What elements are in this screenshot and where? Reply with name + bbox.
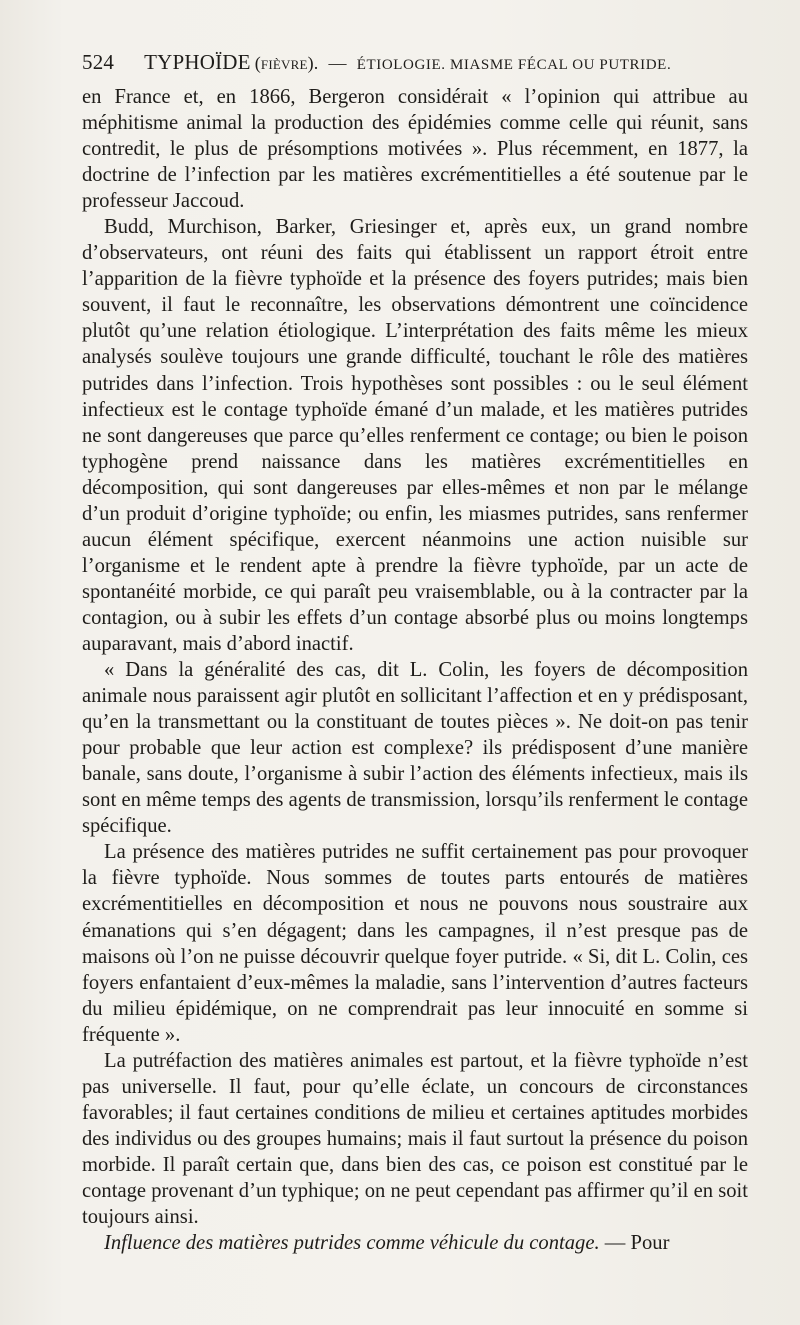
running-header [82,50,748,84]
page-number: 524 [82,50,115,74]
header-dash: — [328,53,347,73]
paragraph-5: La putréfaction des matières animales est partout, et la fièvre typhoïde n’est pas universelle. Il faut, pour qu’elle éclate, un concours de circonstances favorables; il faut certaines conditions de milieu et certaines aptitudes morbides des individus ou des groupes humains; mais il faut surtout la présence du poison morbide. Il paraît certain que, dans bien des cas, ce poison est constitué par le contage provenant d’un typhique; on ne peut cependant pas affirmer qu’il en soit toujours ainsi. [82,1049,748,1229]
paragraph-4: La présence des matières putrides ne suffit certainement pas pour provoquer la fièvre typhoïde. Nous sommes de toutes parts entourés de matières excrémentitielles en décomposition et nous ne pouvons nous soustraire aux émanations qui s’en dégagent; dans les campagnes, il n’est presque pas de maisons où l’on ne puisse découvrir quelque foyer putride. « Si, dit L. Colin, ces foyers enfantaient d’eux-mêmes la maladie, sans l’intervention d’autres facteurs du milieu épidémique, on ne comprendrait pas leur innocuité en somme si fréquente ». [82,841,748,1046]
paragraph-3: « Dans la généralité des cas, dit L. Colin, les foyers de décomposition animale nous paraissent agir plutôt en sollicitant l’affection et en y prédisposant, qu’en la transmettant ou la constituant de toutes pièces ». Ne doit-on pas tenir pour probable que leur action est complexe? ils prédisposent d’une manière banale, sans doute, l’organisme à subir l’action des éléments infectieux, mais ils sont en même temps des agents de transmission, lorsqu’ils renferment le contage spécifique. [82,659,748,838]
running-title: TYPHOÏDE [144,50,251,74]
paragraph-1: en France et, en 1866, Bergeron considérait « l’opinion qui attribue au méphitisme animal la production des épidémies comme celle qui réunit, sans contredit, le plus de présomptions motivées ». Plus récemment, en 1877, la doctrine de l’infection par les matières excrémentitielles a été soutenue par le professeur Jaccoud. [82,86,748,213]
paragraph-2: Budd, Murchison, Barker, Griesinger et, après eux, un grand nombre d’observateurs, ont réuni des faits qui établissent un rapport étroit entre l’apparition de la fièvre typhoïde et la présence des foyers putrides; mais bien souvent, il faut le reconnaître, les observations démontrent une coïncidence plutôt qu’une relation étiologique. L’interprétation des faits même les mieux analysés soulève toujours une grande difficulté, touchant le rôle des matières putrides dans l’infection. Trois hypothèses sont possibles : ou le seul élément infectieux est le contage typhoïde émané d’un malade, et les matières putrides ne sont dangereuses que parce qu’elles renferment ce contage; ou bien le poison typhogène prend naissance dans les matières excrémentitielles en décomposition, qui sont dangereuses par elles-mêmes et non par le mélange d’un produit d’origine typhoïde; ou enfin, les miasmes putrides, sans renfermer aucun élément spécifique, exercent néanmoins une action nuisible sur l’organisme et le rendent apte à prendre la fièvre typhoïde, par un acte de spontanéité morbide, ce qui paraît peu vraisemblable, ou à la contracter par la contagion, ou à subir les effets d’un contage absorbé plus ou moins longtemps auparavant, mais d’abord inactif. [82,216,748,655]
paragraph-6 [82,1230,748,1256]
paragraph-6-text: — Pour [599,1232,670,1255]
running-subtitle: (fièvre). [254,53,319,73]
subsection-heading: Influence des matières putrides comme véhicule du contage. [104,1232,600,1255]
body-text [82,84,748,1256]
section-title: ÉTIOLOGIE. MIASME FÉCAL OU PUTRIDE. [356,57,672,73]
